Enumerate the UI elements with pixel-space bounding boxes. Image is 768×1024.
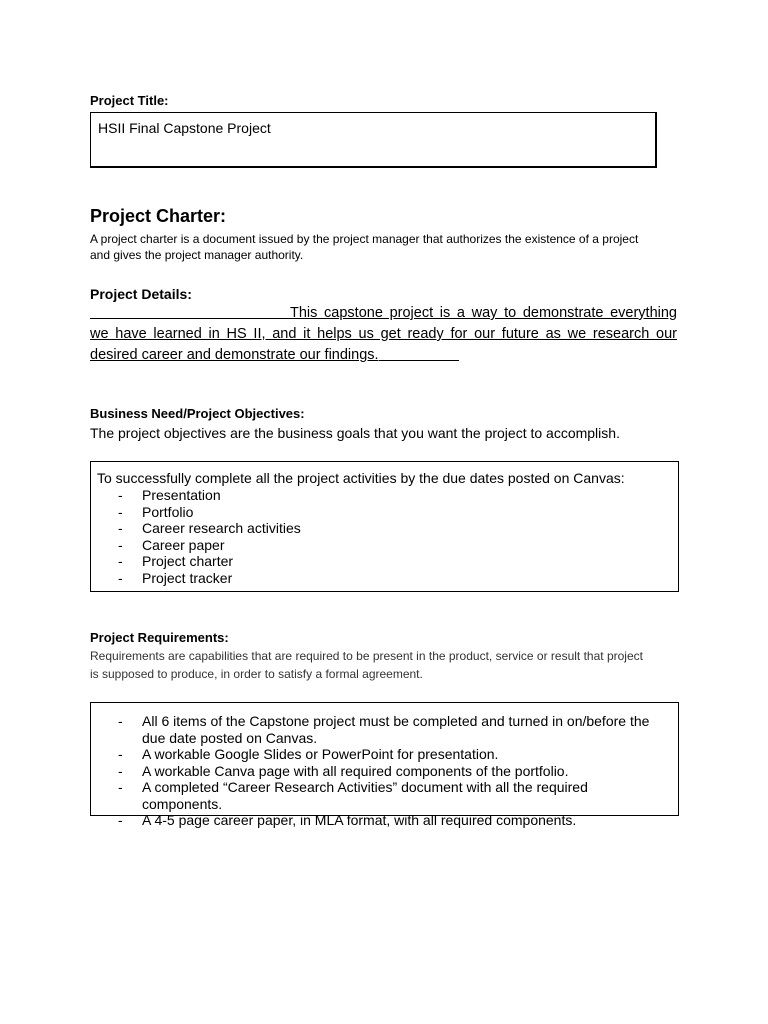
list-item xyxy=(91,763,671,780)
project-details-value: This capstone project is a way to demonstrate everything we have learned in HS II, and it helps us get ready for our future as we research our desired career and demonstrate our findings. xyxy=(90,305,677,363)
objective-item: Career paper xyxy=(142,536,225,553)
dash-bullet: - xyxy=(118,569,123,586)
details-trailing-blank xyxy=(379,346,459,361)
project-details-text[interactable] xyxy=(90,303,677,366)
list-item xyxy=(91,746,671,763)
requirement-item: A workable Google Slides or PowerPoint for presentation. xyxy=(142,746,499,762)
dash-bullet: - xyxy=(118,812,123,828)
project-charter-heading: Project Charter: xyxy=(90,206,227,226)
dash-bullet: - xyxy=(118,503,123,520)
charter-description-line1: A project charter is a document issued by the project manager that authorizes the existence of a project xyxy=(90,232,639,246)
objective-item: Presentation xyxy=(142,487,221,503)
list-item xyxy=(91,779,671,812)
dash-bullet: - xyxy=(118,779,123,795)
project-title-box[interactable] xyxy=(90,112,657,168)
requirement-item: A 4-5 page career paper, in MLA format, with all required components. xyxy=(142,812,577,828)
list-item xyxy=(91,487,676,504)
details-leading-blank xyxy=(90,304,290,319)
list-item xyxy=(91,713,671,746)
requirements-description-line2: is supposed to produce, in order to satisfy a formal agreement. xyxy=(90,667,423,681)
project-title-value: HSII Final Capstone Project xyxy=(98,120,271,136)
requirement-item: All 6 items of the Capstone project must be completed and turned in on/before the due date posted on Canvas. xyxy=(142,713,650,746)
list-item xyxy=(91,553,676,570)
objectives-label: Business Need/Project Objectives: xyxy=(90,406,305,421)
requirements-label: Project Requirements: xyxy=(90,630,229,645)
requirements-description-line1: Requirements are capabilities that are required to be present in the product, service or result that project xyxy=(90,649,643,663)
objectives-description: The project objectives are the business goals that you want the project to accomplish. xyxy=(90,425,620,441)
objectives-list xyxy=(91,487,676,586)
objectives-box[interactable] xyxy=(90,461,679,592)
objective-item: Career research activities xyxy=(142,520,301,536)
dash-bullet: - xyxy=(118,520,123,536)
dash-bullet: - xyxy=(118,536,123,553)
list-item xyxy=(91,520,676,537)
dash-bullet: - xyxy=(118,487,123,503)
list-item xyxy=(91,570,676,587)
requirements-box[interactable] xyxy=(90,702,679,828)
list-item xyxy=(91,537,676,554)
project-details-label: Project Details: xyxy=(90,286,192,302)
dash-bullet: - xyxy=(118,553,123,569)
requirements-list xyxy=(91,713,671,829)
charter-description-line2: and gives the project manager authority. xyxy=(90,248,304,262)
dash-bullet: - xyxy=(118,746,123,762)
objectives-intro: To successfully complete all the project activities by the due dates posted on Canvas: xyxy=(97,470,625,486)
list-item xyxy=(91,812,671,829)
requirement-item: A completed “Career Research Activities” document with all the required components. xyxy=(142,779,588,812)
requirement-item: A workable Canva page with all required components of the portfolio. xyxy=(142,762,569,779)
objective-item: Project tracker xyxy=(142,569,233,586)
dash-bullet: - xyxy=(118,713,123,729)
objective-item: Project charter xyxy=(142,553,234,569)
project-title-label: Project Title: xyxy=(90,93,169,108)
objective-item: Portfolio xyxy=(142,503,194,520)
dash-bullet: - xyxy=(118,762,123,779)
list-item xyxy=(91,504,676,521)
